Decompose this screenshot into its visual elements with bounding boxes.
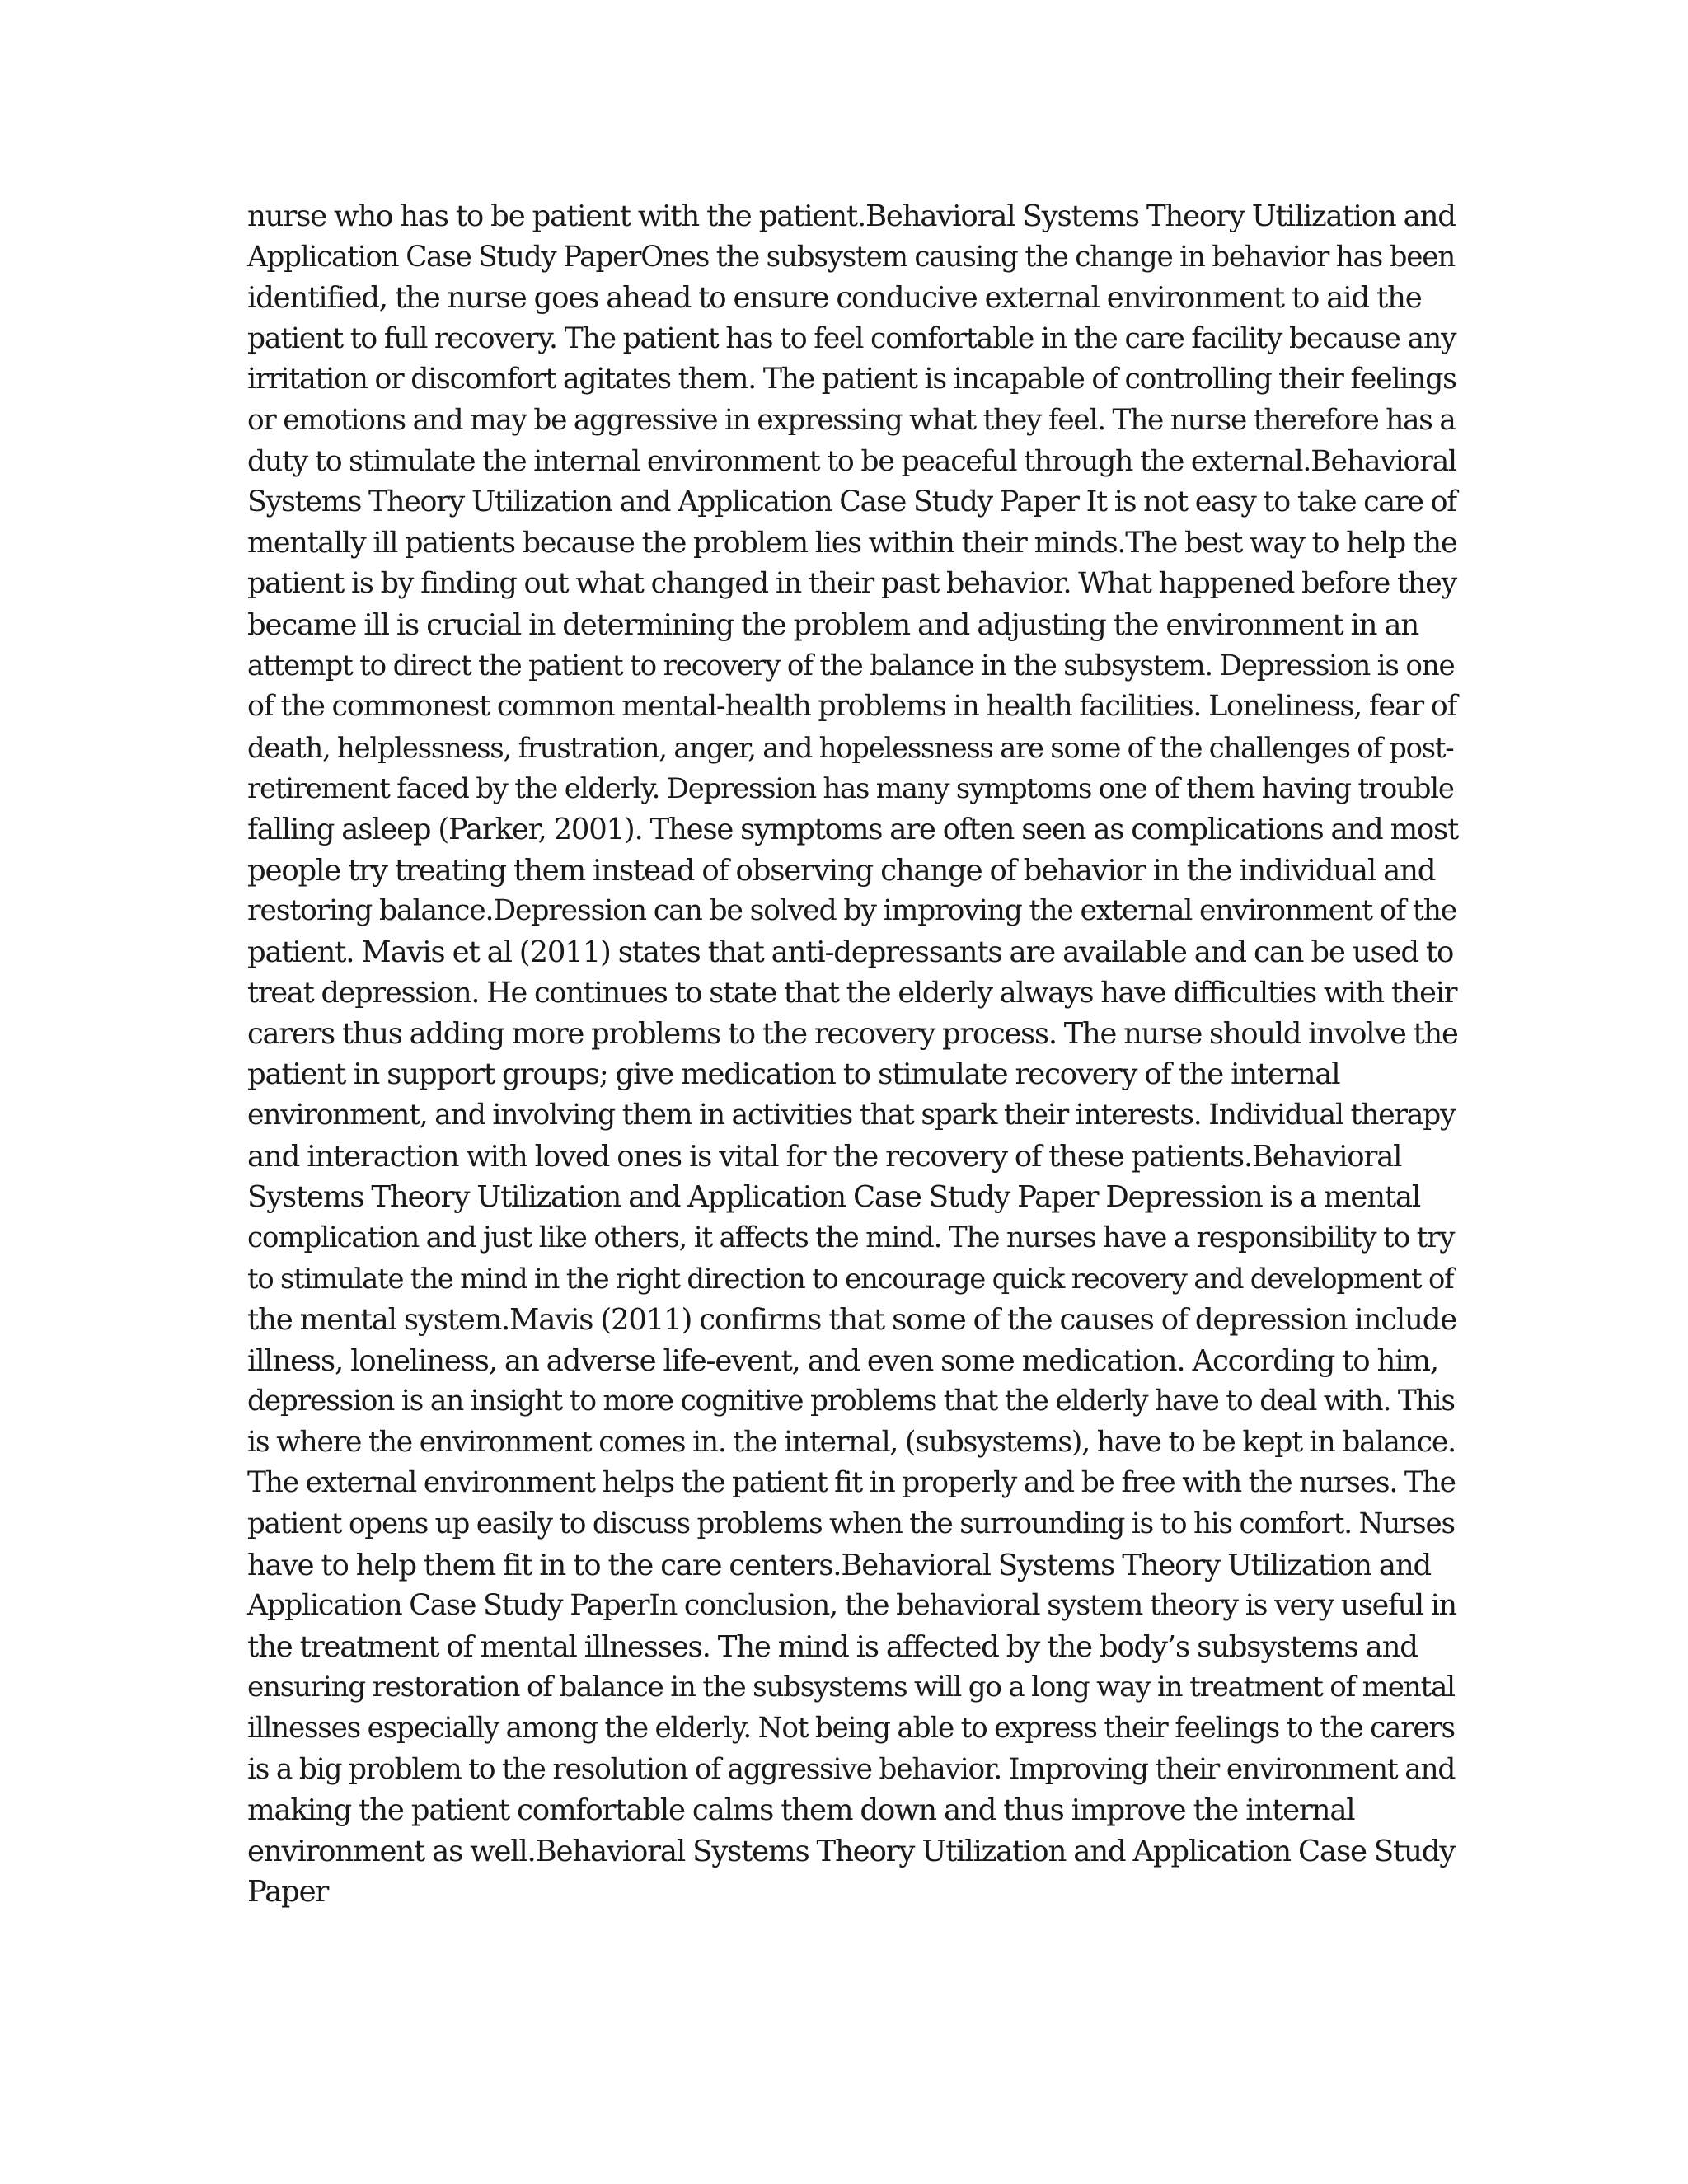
text-line: Application Case Study PaperIn conclusion, the behavioral system theory is very useful in: [247, 1589, 1456, 1623]
text-line: Systems Theory Utilization and Application Case Study Paper Depression is a mental: [247, 1180, 1421, 1215]
text-line: illnesses especially among the elderly. Not being able to express their feelings to the carers: [247, 1711, 1455, 1745]
text-line: is where the environment comes in. the internal, (subsystems), have to be kept in balance.: [247, 1425, 1456, 1459]
text-line: making the patient comfortable calms them down and thus improve the internal: [247, 1793, 1355, 1828]
text-line: Application Case Study PaperOnes the subsystem causing the change in behavior has been: [247, 240, 1456, 274]
text-line: restoring balance.Depression can be solved by improving the external environment of the: [247, 894, 1457, 928]
text-line: environment as well.Behavioral Systems Theory Utilization and Application Case Study: [247, 1834, 1456, 1868]
text-line: illness, loneliness, an adverse life-event, and even some medication. According to him,: [247, 1343, 1438, 1378]
text-line: to stimulate the mind in the right direction to encourage quick recovery and development of: [247, 1263, 1454, 1296]
text-line: attempt to direct the patient to recovery of the balance in the subsystem. Depression is one: [247, 649, 1455, 682]
text-line: people try treating them instead of observing change of behavior in the individual and: [247, 853, 1436, 888]
text-line: environment, and involving them in activities that spark their interests. Individual therapy: [247, 1099, 1456, 1132]
text-line: patient to full recovery. The patient has to feel comfortable in the care facility because any: [247, 321, 1456, 355]
text-line: nurse who has to be patient with the patient.Behavioral Systems Theory Utilization and: [247, 199, 1456, 233]
text-line: patient in support groups; give medication to stimulate recovery of the internal: [247, 1057, 1340, 1092]
text-line: falling asleep (Parker, 2001). These symptoms are often seen as complications and most: [247, 812, 1459, 846]
text-line: Systems Theory Utilization and Application Case Study Paper It is not easy to take care of: [247, 485, 1456, 519]
text-line: the treatment of mental illnesses. The mind is affected by the body’s subsystems and: [247, 1629, 1418, 1664]
text-line: the mental system.Mavis (2011) confirms that some of the causes of depression include: [247, 1303, 1457, 1338]
text-line: or emotions and may be aggressive in expressing what they feel. The nurse therefore has a: [247, 403, 1456, 437]
text-line: patient. Mavis et al (2011) states that anti-depressants are available and can be used to: [247, 935, 1454, 969]
text-line: The external environment helps the patient fit in properly and be free with the nurses. The: [247, 1466, 1456, 1500]
text-line: death, helplessness, frustration, anger, and hopelessness are some of the challenges of post-: [247, 731, 1454, 764]
text-line: irritation or discomfort agitates them. The patient is incapable of controlling their feelings: [247, 363, 1456, 396]
text-line: treat depression. He continues to state that the elderly always have difficulties with their: [247, 976, 1457, 1010]
body-text: [247, 196, 1459, 1913]
text-line: identified, the nurse goes ahead to ensure conducive external environment to aid the: [247, 281, 1422, 316]
text-line: and interaction with loved ones is vital for the recovery of these patients.Behavioral: [247, 1139, 1402, 1174]
text-line: mentally ill patients because the problem lies within their minds.The best way to help the: [247, 526, 1457, 560]
text-line: became ill is crucial in determining the problem and adjusting the environment in an: [247, 607, 1419, 642]
text-line: duty to stimulate the internal environment to be peaceful through the external.Behavioral: [247, 444, 1456, 478]
text-line: is a big problem to the resolution of aggressive behavior. Improving their environment and: [247, 1752, 1456, 1786]
text-line: ensuring restoration of balance in the subsystems will go a long way in treatment of mental: [247, 1671, 1455, 1704]
text-line: complication and just like others, it affects the mind. The nurses have a responsibility to try: [247, 1221, 1455, 1254]
text-line: depression is an insight to more cognitive problems that the elderly have to deal with. This: [247, 1385, 1455, 1418]
text-line: Paper: [247, 1875, 329, 1910]
text-line: patient is by finding out what changed in their past behavior. What happened before they: [247, 567, 1457, 601]
text-line: carers thus adding more problems to the recovery process. The nurse should involve the: [247, 1016, 1458, 1051]
text-line: retirement faced by the elderly. Depression has many symptoms one of them having trouble: [247, 772, 1454, 805]
text-line: patient opens up easily to discuss problems when the surrounding is to his comfort. Nurses: [247, 1507, 1455, 1540]
text-line: of the commonest common mental-health problems in health facilities. Loneliness, fear of: [247, 690, 1457, 724]
text-line: have to help them fit in to the care centers.Behavioral Systems Theory Utilization and: [247, 1548, 1432, 1582]
